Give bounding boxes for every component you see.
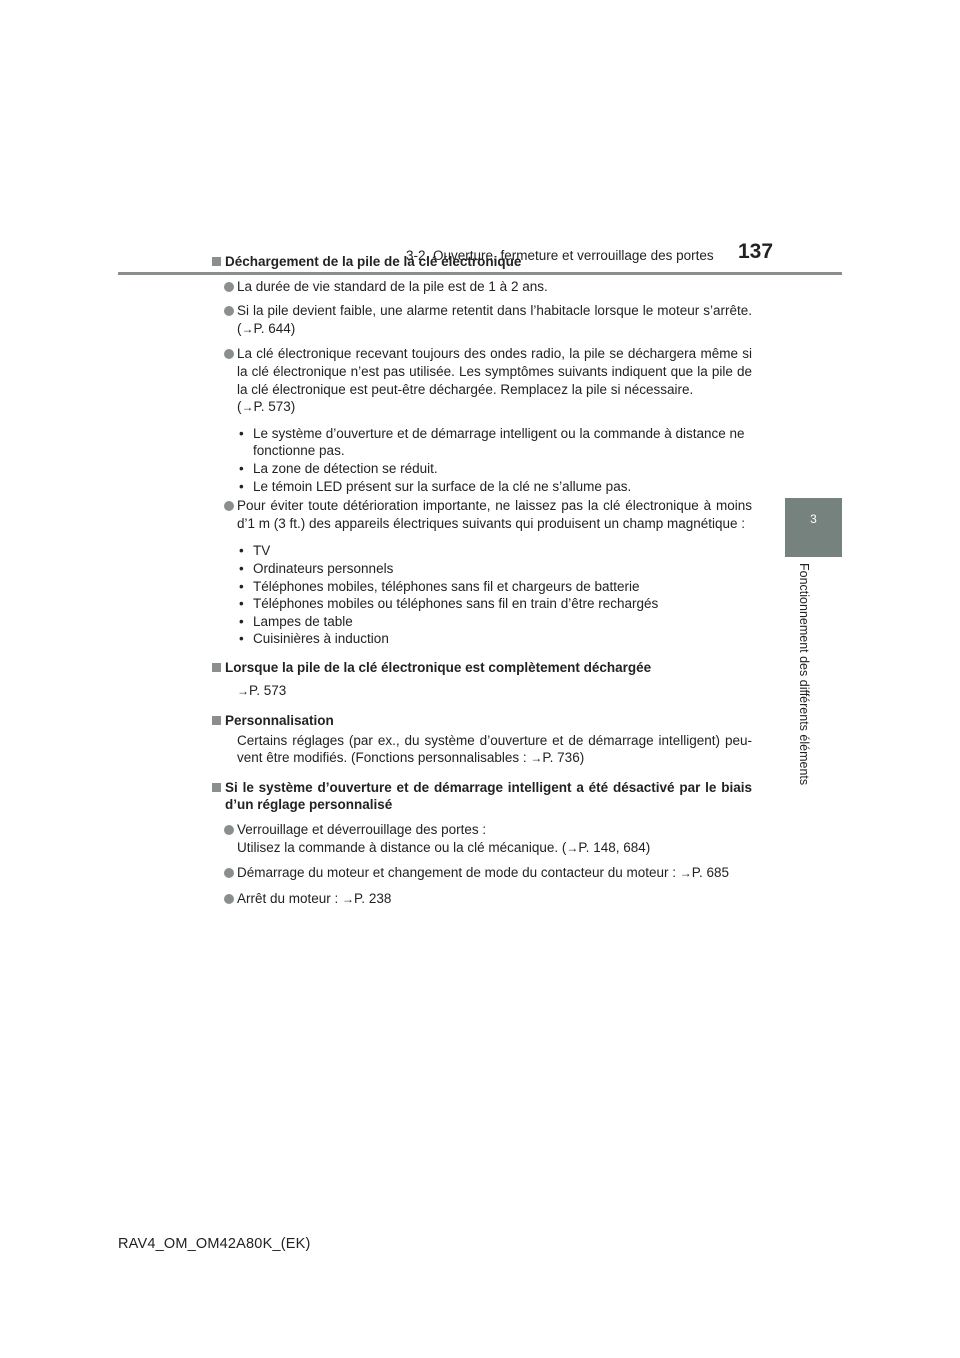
list-item-text: Téléphones mobiles ou téléphones sans fil en train d’être rechargés — [253, 596, 659, 612]
reference-open-paren: ( — [237, 399, 242, 415]
bullet-item — [212, 821, 752, 857]
bullet-item — [212, 890, 752, 909]
chapter-tab-number: 3 — [810, 512, 817, 526]
bullet-item — [212, 497, 752, 532]
bullet-text: La clé électronique recevant toujours des ondes radio, la pile se déchargera même si la clé électronique n’est pas utilisée. Les symptômes suivants indiquent que la pile de la clé électronique est peut-être déchargée. Remplacez la pile si nécessaire. — [237, 346, 752, 397]
arrow-icon: → — [241, 321, 254, 336]
bullet-text: Arrêt du moteur : — [237, 890, 343, 906]
round-bullet-icon — [224, 306, 234, 316]
page-reference-link[interactable]: P. 573) — [253, 399, 296, 415]
chapter-side-label — [790, 563, 820, 853]
bullet-item — [212, 345, 752, 416]
arrow-icon: → — [566, 840, 579, 855]
page-reference-link[interactable]: P. 736) — [542, 750, 585, 766]
bullet-item — [212, 302, 752, 338]
chapter-tab[interactable] — [785, 498, 842, 557]
bullet-text: Verrouillage et déverrouillage des portes : — [237, 822, 487, 838]
section-heading — [212, 779, 752, 814]
list-item-text: Le système d’ouverture et de démarrage intelligent ou la commande à distance ne fonctionne pas. — [253, 425, 745, 459]
arrow-icon: → — [679, 866, 692, 881]
list-item: • Cuisinières à induction — [239, 631, 389, 647]
list-item: • La zone de détection se réduit. — [239, 460, 438, 476]
bullet-item — [212, 278, 752, 296]
paragraph-text: Certains réglages (par ex., du système d’ouverture et de démarrage intelligent) peu-vent être modifiés. (Fonctions personnalisables : — [237, 732, 752, 766]
list-item-text: TV — [253, 543, 271, 559]
section-heading — [212, 712, 752, 730]
page-reference-link[interactable]: P. 685 — [691, 865, 730, 881]
page-reference-link[interactable]: P. 238 — [354, 890, 392, 906]
device-list — [212, 542, 752, 648]
round-bullet-icon — [224, 868, 234, 878]
bullet-text: Pour éviter toute détérioration importante, ne laissez pas la clé électronique à moins d’1 m (3 ft.) des appareils électriques suivants qui produisent un champ magnétique : — [237, 498, 752, 531]
list-item: • TV — [239, 543, 271, 559]
list-item: • Téléphones mobiles ou téléphones sans fil en train d’être rechargés — [239, 596, 659, 612]
page-number: 137 — [738, 240, 774, 263]
section-heading-text: Déchargement de la pile de la clé électronique — [225, 254, 522, 269]
section-heading — [212, 659, 752, 677]
list-item-text: Ordinateurs personnels — [253, 560, 394, 576]
arrow-icon: → — [342, 891, 355, 906]
round-bullet-icon — [224, 282, 234, 292]
arrow-icon: → — [237, 684, 249, 699]
list-item: • Lampes de table — [239, 613, 353, 629]
bullet-text: Utilisez la commande à distance ou la clé mécanique. ( — [237, 839, 567, 855]
list-item: • Le système d’ouverture et de démarrage intelligent ou la commande à distance ne fonctionne pas. — [239, 425, 745, 459]
arrow-icon: → — [530, 751, 543, 766]
header-section-title: 3-2. Ouverture, fermeture et verrouillage des portes — [406, 248, 714, 263]
square-bullet-icon — [212, 716, 221, 725]
page-reference-link[interactable]: P. 573 — [249, 683, 287, 699]
document-code: RAV4_OM_OM42A80K_(EK) — [118, 1236, 311, 1252]
section-heading-text: Si le système d’ouverture et de démarrage intelligent a été désactivé par le biais d’un réglage personnalisé — [225, 779, 752, 813]
list-item-text: La zone de détection se réduit. — [253, 460, 438, 476]
bullet-item — [212, 864, 752, 883]
symptom-list — [212, 425, 752, 495]
bullet-text: Démarrage du moteur et changement de mode du contacteur du moteur : — [237, 865, 680, 881]
round-bullet-icon — [224, 894, 234, 904]
reference-paragraph — [212, 682, 752, 701]
chapter-side-label-text: Fonctionnement des différents éléments — [797, 563, 811, 786]
square-bullet-icon — [212, 663, 221, 672]
list-item-text: Téléphones mobiles, téléphones sans fil et chargeurs de batterie — [253, 578, 640, 594]
page-reference-link[interactable]: P. 148, 684) — [578, 839, 651, 855]
list-item-text: Le témoin LED présent sur la surface de la clé ne s’allume pas. — [253, 478, 632, 494]
list-item-text: Cuisinières à induction — [253, 631, 389, 647]
bullet-text: La durée de vie standard de la pile est de 1 à 2 ans. — [237, 278, 548, 294]
round-bullet-icon — [224, 349, 234, 359]
body-paragraph — [212, 732, 752, 768]
list-item-text: Lampes de table — [253, 613, 353, 629]
section-heading-text: Personnalisation — [225, 713, 334, 729]
list-item: • Téléphones mobiles, téléphones sans fil et chargeurs de batterie — [239, 578, 640, 594]
square-bullet-icon — [212, 783, 221, 792]
arrow-icon: → — [241, 400, 254, 415]
round-bullet-icon — [224, 825, 234, 835]
bullet-text: Si la pile devient faible, une alarme retentit dans l’habitacle lorsque le moteur s’arrête. ( — [237, 303, 752, 336]
list-item: • Le témoin LED présent sur la surface de la clé ne s’allume pas. — [239, 478, 632, 494]
section-heading-text: Lorsque la pile de la clé électronique est complètement déchargée — [225, 659, 652, 675]
round-bullet-icon — [224, 501, 234, 511]
page-content — [212, 253, 752, 908]
square-bullet-icon — [212, 257, 221, 266]
list-item: • Ordinateurs personnels — [239, 560, 394, 576]
section-heading — [212, 253, 752, 271]
page-reference-link[interactable]: P. 644) — [253, 320, 296, 336]
